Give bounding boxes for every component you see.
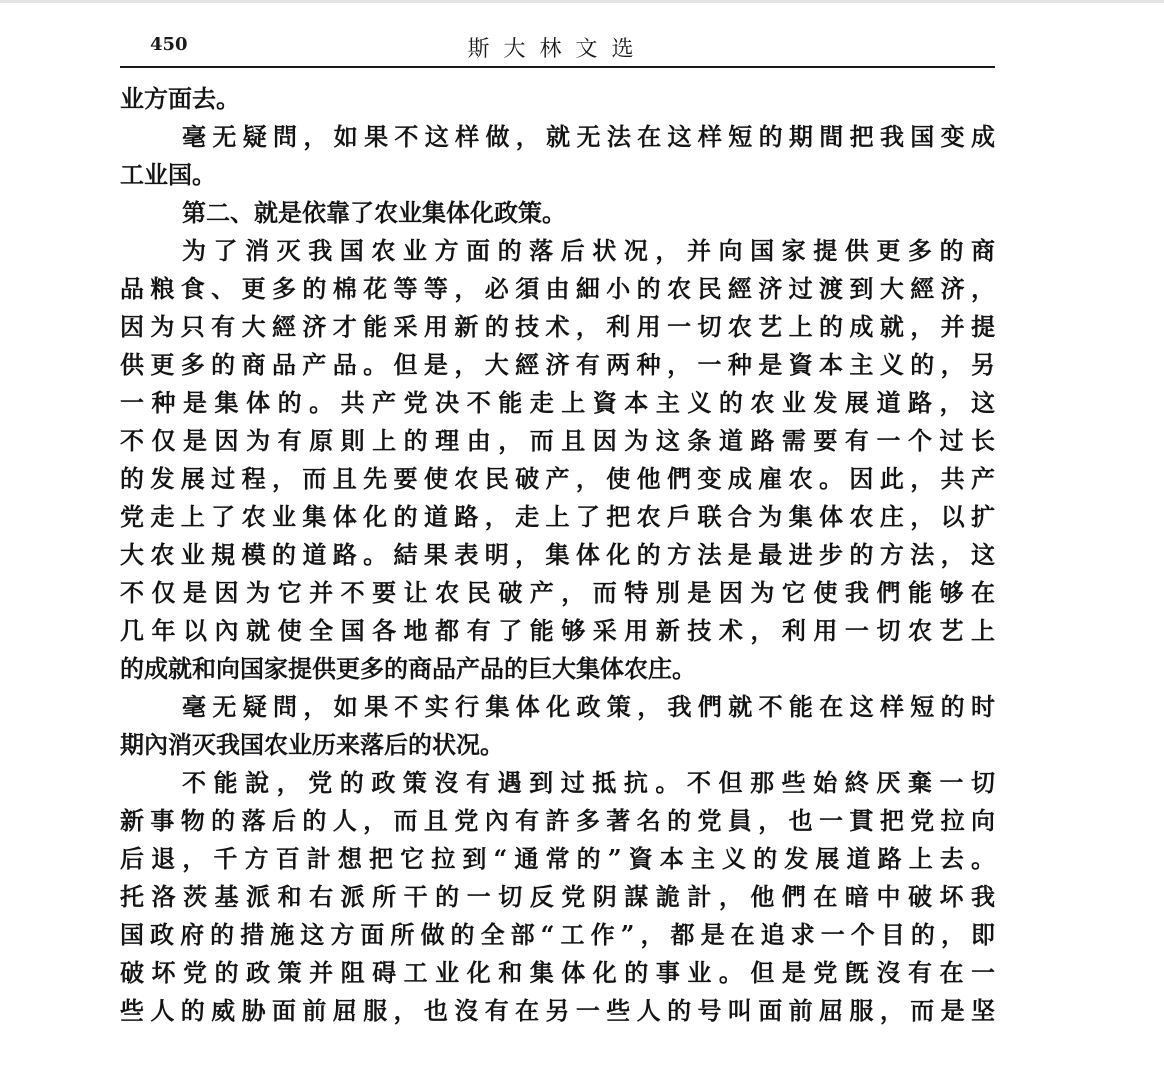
text-line: 破坏党的政策并阻碍工业化和集体化的事业。但是党旣沒有在一: [120, 958, 995, 987]
text-line: 毫无疑問，如果不这样做，就无法在这样短的期間把我国变成: [182, 122, 995, 151]
page-number: 450: [150, 34, 188, 55]
text-line: 新事物的落后的人，而且党內有許多著名的党員，也一貫把党拉向: [120, 806, 995, 835]
text-line: 些人的威胁面前屈服，也沒有在另一些人的号叫面前屈服，而是坚: [120, 996, 995, 1025]
text-line: 几年以內就使全国各地都有了能够采用新技术，利用一切农艺上: [120, 616, 995, 645]
text-line: 为了消灭我国农业方面的落后状况，并向国家提供更多的商: [182, 236, 995, 265]
text-line: 的成就和向国家提供更多的商品产品的巨大集体农庄。: [120, 654, 696, 683]
text-line: 党走上了农业集体化的道路，走上了把农戶联合为集体农庄，以扩: [120, 502, 995, 531]
text-line: 因为只有大經济才能采用新的技术，利用一切农艺上的成就，并提: [120, 312, 995, 341]
text-line: 期內消灭我国农业历来落后的状况。: [120, 730, 504, 759]
page-header: [120, 30, 995, 66]
window-top-edge: [0, 0, 1164, 3]
text-line: 业方面去。: [120, 84, 240, 113]
header-rule: [120, 66, 995, 68]
body-text: [120, 80, 995, 1030]
text-line: 不仅是因为有原則上的理由，而且因为这条道路需要有一个过长: [120, 426, 995, 455]
text-line: 工业国。: [120, 160, 216, 189]
text-line: 托洛茨基派和右派所干的一切反党阴謀詭計，他們在暗中破坏我: [120, 882, 995, 911]
text-line: 毫无疑問，如果不实行集体化政策，我們就不能在这样短的时: [182, 692, 995, 721]
running-title: 斯大林文选: [467, 37, 648, 62]
text-line: 一种是集体的。共产党决不能走上資本主义的农业发展道路，这: [120, 388, 995, 417]
text-line: 国政府的措施这方面所做的全部“工作”，都是在追求一个目的，即: [120, 920, 995, 949]
text-line: 不仅是因为它并不要让农民破产，而特別是因为它使我們能够在: [120, 578, 995, 607]
text-line: 不能說，党的政策沒有遇到过抵抗。不但那些始終厌棄一切: [182, 768, 995, 797]
text-line: 大农业規模的道路。結果表明，集体化的方法是最进步的方法，这: [120, 540, 995, 569]
text-line: 第二、就是依靠了农业集体化政策。: [182, 198, 566, 227]
text-line: 的发展过程，而且先要使农民破产，使他們变成雇农。因此，共产: [120, 464, 995, 493]
text-line: 供更多的商品产品。但是，大經济有两种，一种是資本主义的，另: [120, 350, 995, 379]
text-line: 后退，千方百計想把它拉到“通常的”資本主义的发展道路上去。: [120, 844, 995, 873]
text-line: 品粮食、更多的棉花等等，必須由細小的农民經济过渡到大經济，: [120, 274, 995, 303]
